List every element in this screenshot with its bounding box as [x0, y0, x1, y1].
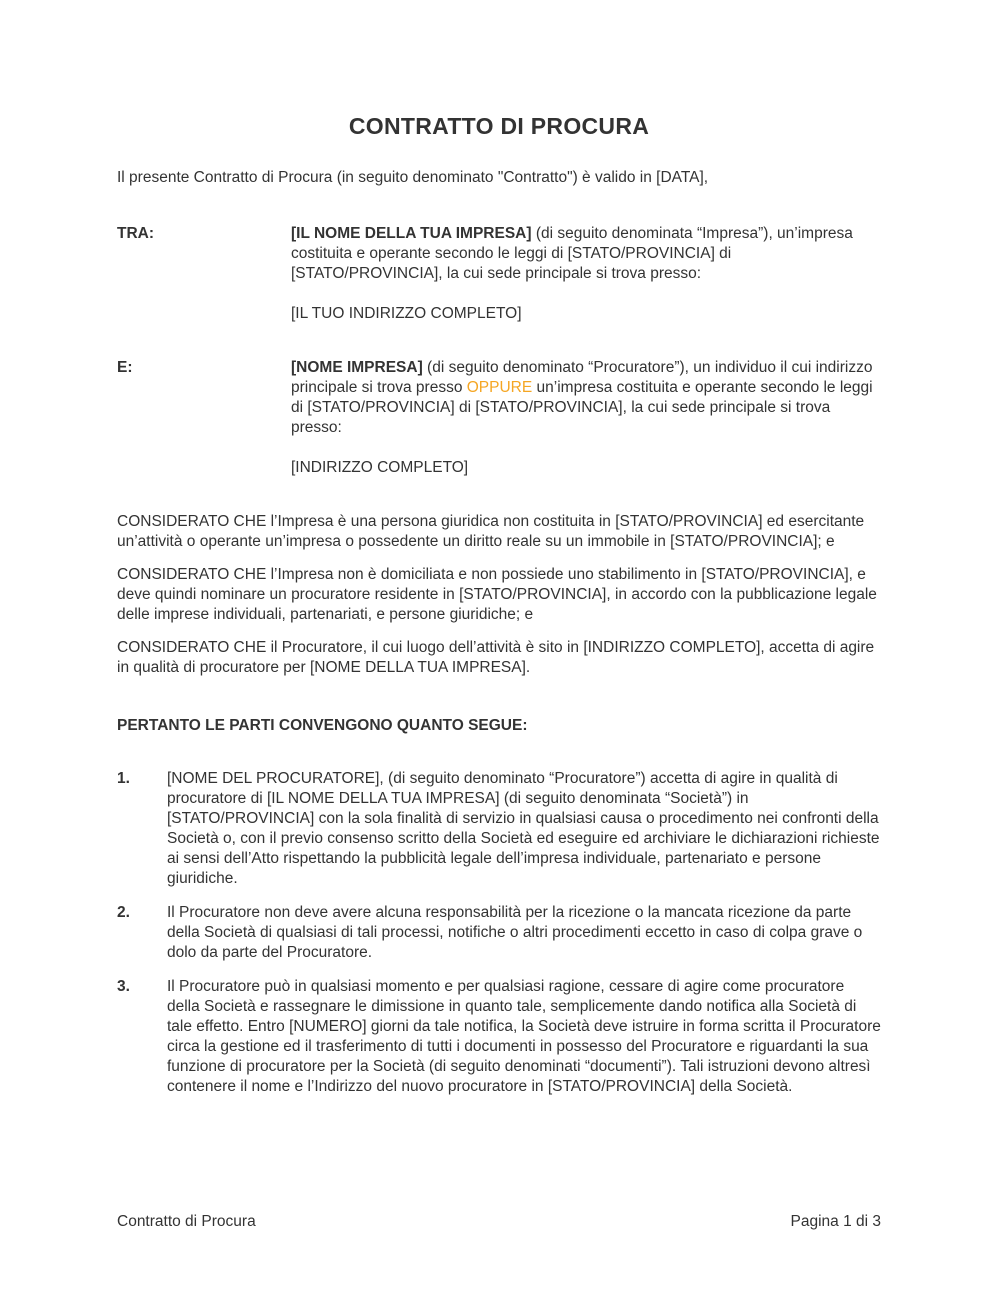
party-tra-address: [IL TUO INDIRIZZO COMPLETO] [291, 305, 522, 322]
party-tra-text: (di seguito denominata “Impresa”), un’impresa costituita e operante secondo le leggi di [STATO/PROVINCIA] di [STATO/PROVINCIA], la cui sede principale si trova presso: [291, 225, 853, 282]
clause-2-text: Il Procuratore non deve avere alcuna responsabilità per la ricezione o la mancata ricezione da parte della Società di qualsiasi di tali processi, notifiche o altri procedimenti eccetto in caso di colpa grave o dolo da parte del Procuratore. [167, 904, 863, 961]
page-footer [117, 1212, 881, 1232]
recital-paragraph-2: CONSIDERATO CHE l’Impresa non è domiciliata e non possiede uno stabilimento in [STATO/PROVINCIA], e deve quindi nominare un procuratore residente in [STATO/PROVINCIA], in accordo con la pubblicazione legale delle imprese individuali, partenariati, e persone giuridiche; e [117, 566, 877, 623]
intro-paragraph: Il presente Contratto di Procura (in seguito denominato "Contratto") è valido in [DATA], [117, 169, 709, 186]
party-tra-paragraph [291, 224, 881, 284]
party-tra-label: TRA: [117, 225, 155, 242]
clause-3-text: Il Procuratore può in qualsiasi momento e per qualsiasi ragione, cessare di agire come procuratore della Società e rassegnare le dimissione in quanto tale, semplicemente dando notifica alla Società di tale effetto. Entro [NUMERO] giorni da tale notifica, la Società deve istruire in forma scritta il Procuratore circa la gestione ed il trasferimento di tutti i documenti in possesso del Procuratore e riguardanti la sua funzione di procuratore per la Società (di seguito denominati “documenti”). Tali istruzioni devono altresì contenere il nome e l’Indirizzo del nuovo procuratore in [STATO/PROVINCIA] della Società. [167, 978, 881, 1095]
clause-3-number: 3. [117, 978, 130, 995]
party-e-address: [INDIRIZZO COMPLETO] [291, 459, 469, 476]
recital-paragraph-3: CONSIDERATO CHE il Procuratore, il cui luogo dell’attività è sito in [INDIRIZZO COMPLETO], accetta di agire in qualità di procuratore per [NOME DELLA TUA IMPRESA]. [117, 639, 875, 676]
oppure-highlight: OPPURE [466, 379, 533, 396]
party-e-section [117, 358, 881, 478]
party-tra-company-name: [IL NOME DELLA TUA IMPRESA] [291, 225, 532, 242]
party-tra-section [117, 224, 881, 324]
agreement-heading: PERTANTO LE PARTI CONVENGONO QUANTO SEGUE: [117, 717, 528, 734]
party-e-company-name: [NOME IMPRESA] [291, 359, 423, 376]
clause-3 [117, 977, 881, 1097]
document-title: CONTRATTO DI PROCURA [348, 113, 650, 139]
footer-page-number: Pagina 1 di 3 [790, 1213, 881, 1230]
clause-1 [117, 769, 881, 889]
clause-2 [117, 903, 881, 963]
clause-1-number: 1. [117, 770, 130, 787]
clause-2-number: 2. [117, 904, 130, 921]
party-e-paragraph [291, 358, 881, 438]
party-tra-body [291, 224, 881, 324]
recital-paragraph-1: CONSIDERATO CHE l’Impresa è una persona giuridica non costituita in [STATO/PROVINCIA] ed esercitante un’attività o operante un’impresa o possedente un diritto reale su un immobile in [STATO/PROVINCIA]; e [117, 513, 865, 550]
clause-1-text: [NOME DEL PROCURATORE], (di seguito denominato “Procuratore”) accetta di agire in qualità di procuratore di [IL NOME DELLA TUA IMPRESA] (di seguito denominata “Società”) in [STATO/PROVINCIA] con la sola finalità di servizio in qualsiasi causa o procedimento nei confronti della Società o, con il previo consenso scritto della Società ed eseguire ed archiviare le dichiarazioni richieste ai sensi dell’Atto rispettando la pubblicità legale dell’impresa individuale, partenariato e persone giuridiche. [167, 770, 880, 887]
footer-document-name: Contratto di Procura [117, 1213, 256, 1230]
party-e-text-before: (di seguito denominato “Procuratore”), un individuo il cui indirizzo principale si trova presso [291, 359, 873, 396]
party-e-text-after: un’impresa costituita e operante secondo le leggi di [STATO/PROVINCIA] di [STATO/PROVINCIA], la cui sede principale si trova presso: [291, 379, 873, 436]
party-e-label: E: [117, 359, 133, 376]
party-e-body [291, 358, 881, 478]
